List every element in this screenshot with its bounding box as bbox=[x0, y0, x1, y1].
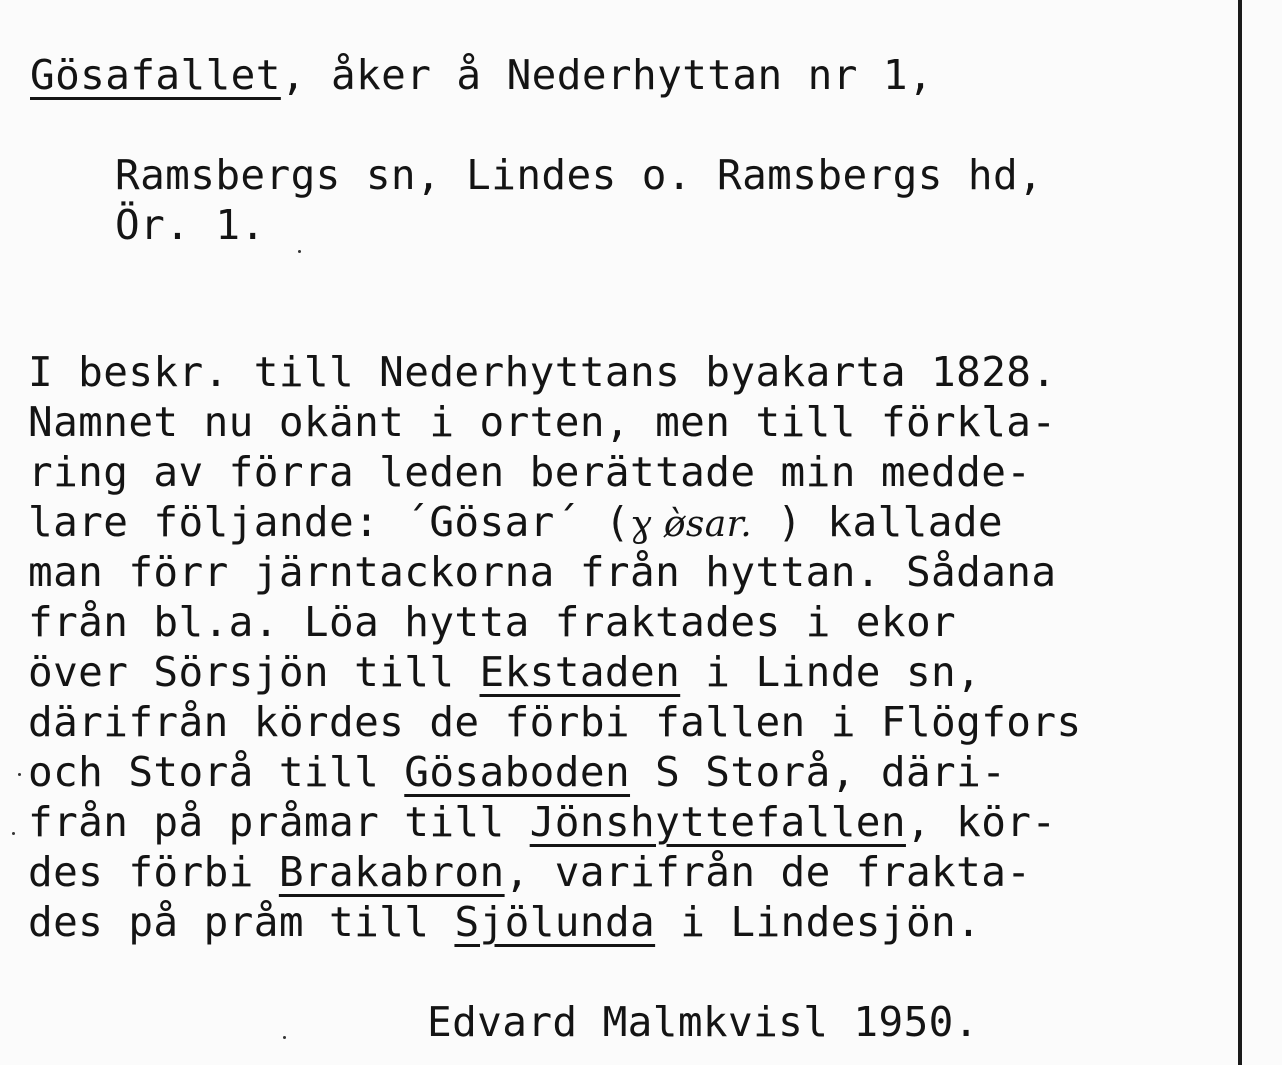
header-line-3: Ör. 1. bbox=[115, 201, 266, 249]
body-line-12 bbox=[28, 897, 981, 947]
signature: Edvard Malmkvisl 1950. bbox=[427, 998, 979, 1046]
header-line-2: Ramsbergs sn, Lindes o. Ramsbergs hd, bbox=[115, 151, 1044, 199]
body-line-9-end: S Storå, däri- bbox=[630, 748, 1007, 796]
body-line-8: därifrån kördes de förbi fallen i Flögfors bbox=[28, 698, 1082, 746]
body-line-7-end: i Linde sn, bbox=[680, 648, 982, 696]
body-line-2: Namnet nu okänt i orten, men till förkla- bbox=[28, 398, 1057, 446]
body-line-1: I beskr. till Nederhyttans byakarta 1828. bbox=[28, 348, 1057, 396]
paper-speck bbox=[18, 773, 21, 776]
body-line-12-start: des på pråm till bbox=[28, 898, 455, 946]
body-line-4 bbox=[28, 497, 1003, 550]
header-line-1 bbox=[30, 50, 933, 100]
handwritten-phonetic: ɣ ø̀sar. bbox=[630, 504, 753, 545]
body-line-7-start: över Sörsjön till bbox=[28, 648, 480, 696]
body-line-4-start: lare följande: ´Gösar´ ( bbox=[28, 498, 631, 546]
paper-speck bbox=[298, 250, 301, 253]
paper-speck bbox=[12, 832, 15, 835]
place-ekstaden: Ekstaden bbox=[479, 648, 681, 696]
body-line-9 bbox=[28, 747, 1006, 797]
place-name: Gösafallet bbox=[30, 51, 281, 99]
place-sjolunda: Sjölunda bbox=[454, 898, 656, 946]
body-line-11-end: , varifrån de frakta- bbox=[504, 848, 1032, 896]
place-gosaboden: Gösaboden bbox=[404, 748, 631, 796]
body-line-5: man förr järntackorna från hyttan. Sådana bbox=[28, 548, 1057, 596]
body-line-12-end: i Lindesjön. bbox=[655, 898, 982, 946]
card-edge bbox=[1238, 0, 1242, 1065]
body-line-4-end: ) kallade bbox=[752, 498, 1003, 546]
place-jonshyttefallen: Jönshyttefallen bbox=[529, 798, 906, 846]
body-line-11 bbox=[28, 847, 1031, 897]
body-line-9-start: och Storå till bbox=[28, 748, 405, 796]
paper-speck bbox=[283, 1036, 286, 1039]
body-line-10-end: , kör- bbox=[905, 798, 1057, 846]
header-rest: , åker å Nederhyttan nr 1, bbox=[280, 51, 934, 99]
body-line-11-start: des förbi bbox=[28, 848, 279, 896]
body-line-6: från bl.a. Löa hytta fraktades i ekor bbox=[28, 598, 957, 646]
body-line-10-start: från på pråmar till bbox=[28, 798, 530, 846]
body-line-10 bbox=[28, 797, 1056, 847]
place-brakabron: Brakabron bbox=[278, 848, 505, 896]
body-line-7 bbox=[28, 647, 981, 697]
body-line-3: ring av förra leden berättade min medde- bbox=[28, 448, 1032, 496]
